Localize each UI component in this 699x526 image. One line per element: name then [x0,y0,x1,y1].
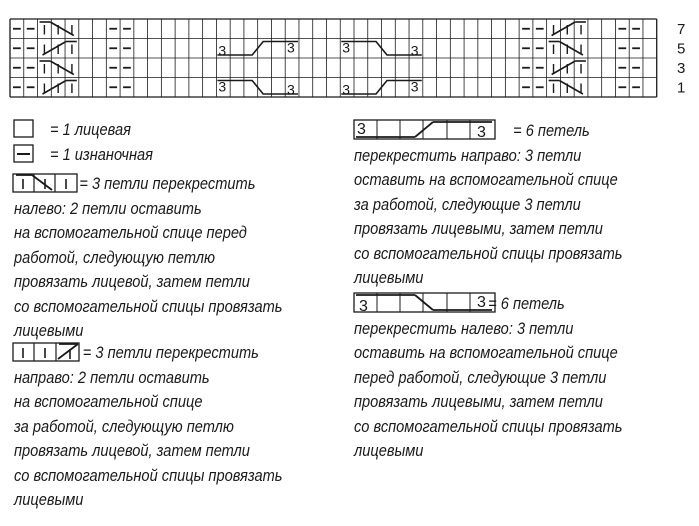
row-numbers [677,21,685,97]
cross-3-right-mark [43,81,67,95]
cable-count-label: 3 [218,78,227,95]
cross-3-right-mark [552,22,576,36]
cable-count: 3 [359,298,368,315]
cable-count-label: 3 [410,42,419,59]
row-number: 3 [677,60,686,77]
purl-legend-text: = 1 изнаночная [50,145,153,164]
cross-3-right-text: = 3 петли перекрестить направо: 2 петли оставить на вспомогательной спице за работой, следующую петлю провязать лицевой, затем петли со вспомогательной спицы провязать лицевыми [14,343,283,509]
cable-count-label: 3 [342,39,351,56]
cross-3-left-text: = 3 петли перекрестить налево: 2 петли оставить на вспомогательной спице перед работой, следующую петлю провязать лицевой, затем петли со вспомогательной спицы провязать лицевыми [14,174,283,340]
cross-3-left-mark [50,22,74,36]
cable-count-label: 3 [342,81,351,98]
cable-count: 3 [477,294,486,311]
purl-symbol [13,144,35,164]
cable-count: 3 [357,121,366,138]
cross-3-left-mark [559,81,583,95]
row-number: 7 [677,21,686,38]
row-number: 1 [677,79,686,97]
cross-3-left-mark [50,61,74,75]
cable-6-left-text: = 6 петель перекрестить налево: 3 петли оставить на вспомогательной спице перед работой, следующие 3 петли провязать лицевыми, затем петли со вспомогательной спицы провязать лицевыми [354,294,623,460]
cable-count-label: 3 [218,42,227,59]
cable-count-label: 3 [410,78,419,95]
cross-3-left-mark [559,42,583,56]
knit-legend-text: = 1 лицевая [50,120,131,139]
cable-count-label: 3 [286,39,295,56]
knit-symbol [13,119,35,139]
knitting-chart [0,0,699,110]
cross-3-right-mark [43,42,67,56]
row-number: 5 [677,40,686,58]
cross-3-right-mark [552,61,576,75]
cable-count-label: 3 [286,81,295,98]
cable-count: 3 [477,124,486,141]
cable-6-right-text: = 6 петель перекрестить направо: 3 петли оставить на вспомогательной спице за работой, следующие 3 петли провязать лицевыми, затем петли со вспомогательной спицы провязать лицевыми [354,121,623,287]
